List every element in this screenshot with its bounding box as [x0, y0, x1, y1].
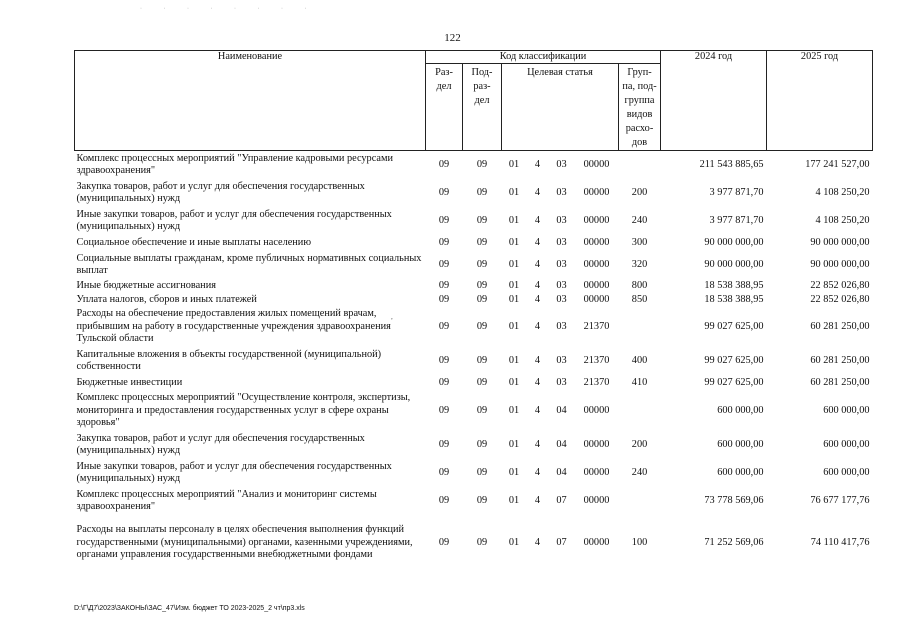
- table-row: [75, 179, 873, 207]
- table-row: [75, 459, 873, 487]
- row-name: Иные закупки товаров, работ и услуг для обеспечения государственных (муниципальных) нужд: [76, 460, 392, 484]
- row-target-complex: 07: [556, 536, 567, 548]
- row-name: Закупка товаров, работ и услуг для обеспечения государственных (муниципальных) нужд: [76, 180, 365, 204]
- row-amount-2024: 3 977 871,70: [709, 186, 764, 198]
- row-target-program: 01: [508, 494, 520, 506]
- row-expense-group: 800: [631, 279, 648, 291]
- row-amount-2024: 73 778 569,06: [704, 494, 764, 506]
- row-razdel: 09: [438, 354, 450, 366]
- row-amount-2024: 71 252 569,06: [704, 536, 764, 548]
- row-target-complex: 04: [556, 438, 567, 450]
- row-target-program: 01: [508, 236, 520, 248]
- row-target-program: 01: [508, 320, 520, 332]
- row-target-program: 01: [508, 258, 520, 270]
- row-podrazdel: 09: [476, 536, 488, 548]
- row-name: Расходы на обеспечение предоставления жилых помещений врачам, прибывшим на работу в государственные учреждения здравоохранения Тульской области: [76, 308, 391, 345]
- row-target-direction: 00000: [583, 494, 610, 506]
- row-podrazdel: 09: [476, 438, 488, 450]
- row-expense-group: 850: [631, 293, 648, 305]
- row-expense-group: [619, 151, 661, 179]
- row-razdel: 09: [438, 236, 450, 248]
- row-target-complex: 03: [556, 293, 567, 305]
- row-podrazdel: 09: [476, 258, 488, 270]
- row-target-type: 4: [534, 404, 541, 416]
- row-expense-group: 200: [631, 186, 648, 198]
- row-podrazdel: 09: [476, 376, 488, 388]
- row-amount-2024: 18 538 388,95: [704, 279, 764, 291]
- row-amount-2024: 99 027 625,00: [704, 354, 764, 366]
- row-razdel: 09: [438, 404, 450, 416]
- table-row: [75, 347, 873, 375]
- row-razdel: 09: [438, 376, 450, 388]
- row-expense-group: 240: [631, 214, 648, 226]
- row-target-complex: 03: [556, 320, 567, 332]
- row-amount-2025: 74 110 417,76: [810, 536, 870, 548]
- row-amount-2025: 22 852 026,80: [810, 293, 870, 305]
- row-target-direction: 00000: [583, 536, 610, 548]
- row-target-complex: 04: [556, 466, 567, 478]
- scan-mark: ,: [391, 313, 393, 321]
- row-expense-group: [619, 487, 661, 515]
- row-target-direction: 21370: [583, 320, 610, 332]
- row-razdel: 09: [438, 320, 450, 332]
- row-name: Комплекс процессных мероприятий "Осуществление контроля, экспертизы, мониторинга и предоставления государственных услуг в сфере охраны здоровья": [76, 392, 411, 429]
- row-podrazdel: 09: [476, 404, 488, 416]
- row-amount-2024: 3 977 871,70: [709, 214, 764, 226]
- table-row: [75, 515, 873, 571]
- row-podrazdel: 09: [476, 494, 488, 506]
- row-name: Иные закупки товаров, работ и услуг для обеспечения государственных (муниципальных) нужд: [76, 208, 392, 232]
- header-classification: Код классификации: [426, 51, 661, 64]
- row-target-type: 4: [534, 236, 541, 248]
- row-name: Социальные выплаты гражданам, кроме публичных нормативных социальных выплат: [76, 252, 422, 276]
- row-expense-group: [619, 307, 661, 347]
- row-podrazdel: 09: [476, 158, 488, 170]
- row-amount-2024: 211 543 885,65: [699, 158, 764, 170]
- row-razdel: 09: [438, 466, 450, 478]
- row-target-program: 01: [508, 354, 520, 366]
- table-row: [75, 235, 873, 251]
- row-target-complex: 03: [556, 186, 567, 198]
- table-row: [75, 391, 873, 431]
- header-target: Целевая статья: [502, 64, 619, 151]
- row-target-direction: 00000: [583, 258, 610, 270]
- row-target-complex: 03: [556, 354, 567, 366]
- row-amount-2025: 4 108 250,20: [815, 214, 870, 226]
- row-target-direction: 00000: [583, 236, 610, 248]
- table-row: [75, 279, 873, 293]
- row-name: Комплекс процессных мероприятий "Управление кадровыми ресурсами здравоохранения": [76, 152, 394, 177]
- row-razdel: 09: [438, 158, 450, 170]
- header-year-2025: 2025 год: [767, 51, 873, 151]
- row-target-program: 01: [508, 466, 520, 478]
- row-razdel: 09: [438, 438, 450, 450]
- row-podrazdel: 09: [476, 466, 488, 478]
- row-target-program: 01: [508, 404, 520, 416]
- row-target-type: 4: [534, 186, 541, 198]
- row-target-direction: 00000: [583, 293, 610, 305]
- row-razdel: 09: [438, 186, 450, 198]
- row-target-type: 4: [534, 293, 541, 305]
- row-target-direction: 21370: [583, 376, 610, 388]
- header-year-2024: 2024 год: [661, 51, 767, 151]
- row-podrazdel: 09: [476, 354, 488, 366]
- header-group: Груп- па, под- группа видов расхо- дов: [619, 64, 661, 151]
- row-target-program: 01: [508, 438, 520, 450]
- row-podrazdel: 09: [476, 186, 488, 198]
- row-amount-2025: 90 000 000,00: [810, 236, 870, 248]
- row-name: Уплата налогов, сборов и иных платежей: [76, 293, 257, 305]
- row-target-program: 01: [508, 186, 520, 198]
- row-name: Социальное обеспечение и иные выплаты населению: [76, 236, 312, 248]
- row-amount-2025: 60 281 250,00: [810, 320, 870, 332]
- row-amount-2025: 600 000,00: [823, 438, 870, 450]
- table-row: [75, 431, 873, 459]
- row-target-type: 4: [534, 158, 541, 170]
- row-amount-2025: 600 000,00: [823, 404, 870, 416]
- row-target-type: 4: [534, 438, 541, 450]
- row-amount-2024: 600 000,00: [717, 438, 764, 450]
- row-target-type: 4: [534, 320, 541, 332]
- row-target-program: 01: [508, 279, 520, 291]
- row-razdel: 09: [438, 536, 450, 548]
- row-expense-group: 320: [631, 258, 648, 270]
- row-target-complex: 04: [556, 404, 567, 416]
- row-razdel: 09: [438, 293, 450, 305]
- row-amount-2025: 22 852 026,80: [810, 279, 870, 291]
- row-target-type: 4: [534, 536, 541, 548]
- row-name: Бюджетные инвестиции: [76, 376, 183, 388]
- row-target-complex: 03: [556, 258, 567, 270]
- row-razdel: 09: [438, 494, 450, 506]
- row-target-type: 4: [534, 494, 541, 506]
- row-podrazdel: 09: [476, 279, 488, 291]
- row-amount-2025: 90 000 000,00: [810, 258, 870, 270]
- row-amount-2024: 18 538 388,95: [704, 293, 764, 305]
- row-expense-group: 100: [631, 536, 648, 548]
- row-target-direction: 00000: [583, 466, 610, 478]
- table-row: [75, 251, 873, 279]
- row-expense-group: 400: [631, 354, 648, 366]
- row-razdel: 09: [438, 279, 450, 291]
- row-target-direction: 00000: [583, 404, 610, 416]
- row-target-program: 01: [508, 376, 520, 388]
- row-name: Капитальные вложения в объекты государственной (муниципальной) собственности: [76, 348, 382, 372]
- row-name: Комплекс процессных мероприятий "Анализ и мониторинг системы здравоохранения": [76, 488, 377, 512]
- row-target-type: 4: [534, 258, 541, 270]
- row-amount-2024: 99 027 625,00: [704, 376, 764, 388]
- page-number: 122: [444, 32, 461, 44]
- row-target-program: 01: [508, 158, 520, 170]
- row-target-complex: 03: [556, 214, 567, 226]
- row-target-direction: 00000: [583, 158, 610, 170]
- row-target-direction: 00000: [583, 186, 610, 198]
- scan-artifact: · · · · · · · ·: [140, 6, 317, 12]
- row-amount-2025: 4 108 250,20: [815, 186, 870, 198]
- row-target-direction: 00000: [583, 279, 610, 291]
- budget-table: [74, 50, 873, 571]
- header-razdel: Раз- дел: [426, 64, 463, 151]
- row-target-complex: 03: [556, 279, 567, 291]
- table-row: [75, 151, 873, 179]
- row-expense-group: 410: [631, 376, 648, 388]
- row-amount-2024: 99 027 625,00: [704, 320, 764, 332]
- row-podrazdel: 09: [476, 320, 488, 332]
- row-amount-2024: 600 000,00: [717, 404, 764, 416]
- row-amount-2025: 177 241 527,00: [805, 158, 870, 170]
- row-target-complex: 03: [556, 376, 567, 388]
- row-amount-2025: 60 281 250,00: [810, 354, 870, 366]
- row-target-type: 4: [534, 214, 541, 226]
- row-target-direction: 00000: [583, 438, 610, 450]
- row-name: Закупка товаров, работ и услуг для обеспечения государственных (муниципальных) нужд: [76, 432, 365, 456]
- row-podrazdel: 09: [476, 214, 488, 226]
- row-amount-2024: 90 000 000,00: [704, 258, 764, 270]
- row-target-type: 4: [534, 376, 541, 388]
- row-amount-2024: 90 000 000,00: [704, 236, 764, 248]
- row-expense-group: 200: [631, 438, 648, 450]
- row-target-complex: 03: [556, 158, 567, 170]
- row-target-type: 4: [534, 279, 541, 291]
- row-amount-2025: 76 677 177,76: [810, 494, 870, 506]
- row-expense-group: 300: [631, 236, 648, 248]
- row-target-program: 01: [508, 293, 520, 305]
- row-target-type: 4: [534, 354, 541, 366]
- row-amount-2025: 60 281 250,00: [810, 376, 870, 388]
- row-target-type: 4: [534, 466, 541, 478]
- row-target-complex: 03: [556, 236, 567, 248]
- header-name: Наименование: [75, 51, 426, 151]
- table-row: [75, 487, 873, 515]
- row-target-program: 01: [508, 214, 520, 226]
- header-podrazdel: Под- раз- дел: [463, 64, 502, 151]
- table-row: [75, 293, 873, 307]
- row-target-program: 01: [508, 536, 520, 548]
- row-target-direction: 21370: [583, 354, 610, 366]
- file-path-footer: D:\Г\Д7\2023\ЗАКОНЫ\ЗАС_47\Изм. бюджет ТО 2023-2025_2 чт\пр3.xls: [74, 605, 305, 612]
- row-amount-2024: 600 000,00: [717, 466, 764, 478]
- row-expense-group: 240: [631, 466, 648, 478]
- row-razdel: 09: [438, 258, 450, 270]
- row-name: Иные бюджетные ассигнования: [76, 279, 216, 291]
- row-razdel: 09: [438, 214, 450, 226]
- row-name: Расходы на выплаты персоналу в целях обеспечения выполнения функций государственными (муниципальными) органами, казенными учреждениями, органами управления государственными внебюджетными фондами: [76, 524, 413, 561]
- table-row: [75, 307, 873, 347]
- row-podrazdel: 09: [476, 236, 488, 248]
- row-expense-group: [619, 391, 661, 431]
- table-row: [75, 375, 873, 391]
- row-target-complex: 07: [556, 494, 567, 506]
- row-target-direction: 00000: [583, 214, 610, 226]
- row-amount-2025: 600 000,00: [823, 466, 870, 478]
- row-podrazdel: 09: [476, 293, 488, 305]
- table-row: [75, 207, 873, 235]
